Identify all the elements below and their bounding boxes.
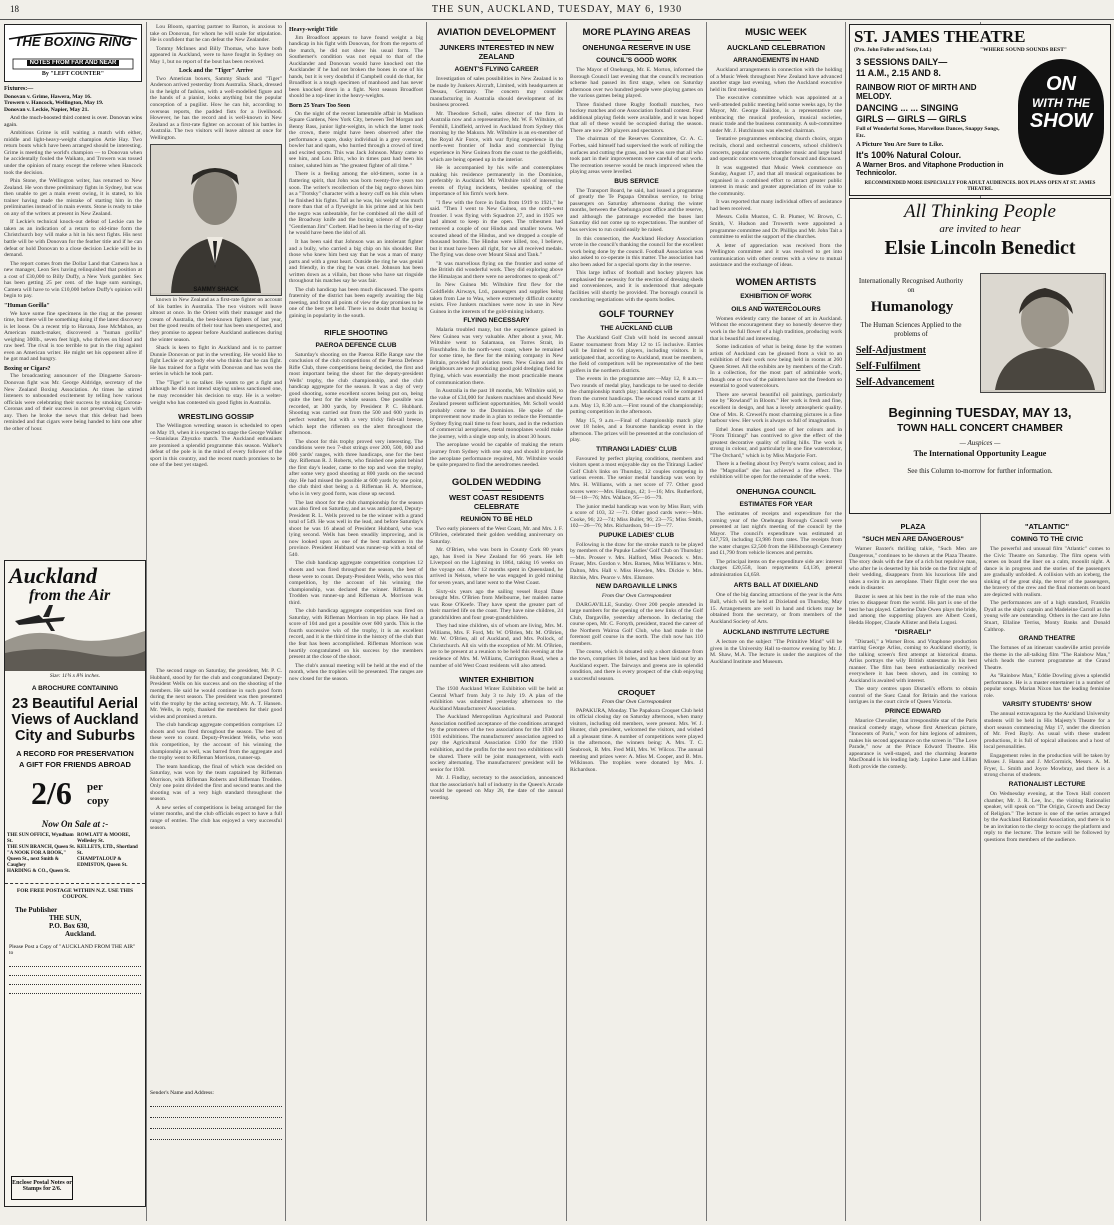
play-areas-sub: ONEHUNGA RESERVE IN USE bbox=[582, 43, 691, 52]
price-per: per bbox=[87, 781, 103, 793]
bus-heading: BUS SERVICE bbox=[614, 177, 659, 185]
body-text: Jim Broadfoot appears to have found weight a big handicap in his fight with Donovan, for from the reports of the match, he did not show his usual form. The Southerner's condition was not equal to that of the Aucklander and Donovan would have knocked out the Aucklander if he had not broken the bones in one of his hands, but it is very doubtful if Campbell could do that, for Broadfoot is a tough specimen of manhood and has never been knocked down in a fight. Next season Broadfoot should be a top-liner in the heavy-weights. bbox=[289, 34, 423, 100]
body-text: Favoured by perfect playing conditions, members and visitors spent a most enjoyable day on the Titirangi Ladies' Golf Club's links on Thursday, 12 couples competing in various events. The senior medal handicap was won by Mrs. H. Williams, with a net score of 77. Other good scores were:—Mrs. Hastings, 42; 1—16; Mrs. Rutherford, 94—18—76; Mrs. Wallace, 95—16—79. The junior medal handicap was won by Miss Barr, with a score of 103, 32 —71. Other good cards were:—Mrs. Cooke, 96; 22—74; Miss Buller, 96; 23—75; Miss Smith, 102—26—76; Mrs. Richardson, 94—19—77. bbox=[570, 455, 703, 530]
boxing-intro: And the much-boosted third contest is over. Donovan wins again. bbox=[4, 115, 142, 128]
now-on-sale: Now On Sale at :- bbox=[41, 819, 109, 829]
golden-wedding-heading: GOLDEN WEDDING bbox=[451, 476, 542, 488]
publisher-city: Auckland. bbox=[65, 930, 96, 938]
body-text: The 1930 Auckland Winter Exhibition will be held at Central Wharf from July 3 to July 19. A plan of the exhibition was submitted yesterday afternoon to the Auckland Manufacturers' Association. The Auckland Metropolitan Agricultural and Pastoral Association notified acceptance of the conditions arranged by the promoters of the two associations for the 1930 and 1931 exhibitions. The manufacturers' association agreed to pay the Agricultural Association £100 for the 1930 exhibition, and the profits for the next two exhibitions will be shared. There will be joint management, with each society alternating. The manufacturers' president will be senior for 1930. Mr. J. Findlay, secretary to the association, announced that the association's hall of industry in the Queen's Arcade would be opened on May 28, the date of the annual meeting. bbox=[430, 686, 563, 801]
publisher-label: The Publisher bbox=[15, 906, 58, 914]
body-text: A lecture on the subject "The Primitive Mind" will be given in the University Hall to-morrow evening by Mr. J. M. Shaw, M.A. The lecture is under the auspices of the Auckland Institute and Museum. bbox=[710, 639, 842, 665]
section-heading: "Human Gorilla" bbox=[4, 302, 50, 309]
aviation-column bbox=[430, 24, 563, 1219]
elsie-intro: All Thinking People bbox=[904, 201, 1056, 222]
show-description: RAINBOW RIOT OF MIRTH AND MELODY. bbox=[856, 83, 977, 101]
rationalist-heading: RATIONALIST LECTURE bbox=[1008, 780, 1086, 788]
sender-field bbox=[150, 1090, 282, 1140]
boxing-banner bbox=[4, 24, 142, 82]
dargaville-heading: NEW DARGAVILLE LINKS bbox=[595, 583, 678, 591]
coupon-heading: FOR FREE POSTAGE WITHIN N.Z. USE THIS COUPON. bbox=[16, 888, 134, 900]
plaza-heading: PLAZA bbox=[900, 522, 926, 531]
session-times: 11 A.M., 2.15 AND 8. bbox=[856, 68, 941, 78]
fixture-item: Donovan v. Leckie, Napier, May 21. bbox=[4, 106, 89, 113]
advert-header bbox=[5, 561, 145, 671]
music-sub: AUCKLAND CELEBRATION bbox=[726, 43, 826, 52]
body-text: Two American boxers, Sammy Shack and "Tiger" Anderson arrived yesterday from Australia. Shack, dressed in the height of fashion, with a well-modelled figure and the hands of a pianist, looks anything but the popular conception of a pugilist. How he can hit, according to overseas reports, the padded fists for a livelihood. However, he has the record and is well-known in New Zealand as a first-rate fighter on account of his battles in Australia. The two visitors will leave almost at once for Wellington. bbox=[150, 75, 282, 141]
publisher-box: P.O. Box 630, bbox=[49, 922, 89, 930]
body-text: Women evidently carry the banner of art in Auckland. Without the encouragement they so honestly deserve they work in the full flower of a high tradition, producing work that is beautiful and interesting. Some indication of what is being done by the women artists of Auckland can be gleaned from a visit to an exhibition of their work now being held in rooms at 260 Queen Street. All the exhibits are by members of the Craft. In a collection, for the most part of admirable work, though one or two of the painters have not the freedom so essential to good watercolours. There are several beautiful oil paintings, particularly one by "Rowland" in Bloom." Her work is fresh and fine, excellent in design, and has a lovely atmospheric quality. One of Mrs. R. Crewell's most charming pictures is a fine harbour view. Her work is always so full of imagination. Ethel Jones makes good use of her colours and in "From Titirangi" has contrived to give the effect of the greatest decorative quality of rolling hills. The work is strong in colour, and particularly in one fine watercolour, "The Orchard," which is by Miss Marjorie Fort. There is a feeling about Ivy Perry's warm colour, and in the "Magnolias" she has achieved a fine effect. The exhibition will be open for the remainder of the week. bbox=[710, 315, 842, 481]
outlets bbox=[5, 833, 145, 875]
music-column bbox=[710, 24, 842, 1219]
body-text: Maurice Chevalier, that irresponsible star of the Paris musical comedy stage, whose first American picture, "Innocents of Paris," won for him legions of admirers, makes his second appearance on the screen in "The Love Parade," now at the Prince Edward Theatre. His appearance is well-staged, and the charming Jeanette MacDonald is his leading lady. Lupino Lane and Lillian Roth provide the comedy. bbox=[849, 718, 977, 770]
elsie-note: See this Column to-morrow for further information. bbox=[907, 467, 1053, 475]
record-line: A RECORD FOR PRESERVATION bbox=[16, 749, 134, 758]
play-areas-column bbox=[570, 24, 703, 1219]
body-text: Ambitious Grime is still waiting a match with either, middle and light-heavy-weight champion Artie Hay. Two return bouts which have been arranged should be interesting. Grime is meeting the world's champion — to Donovan when he accidentally fouled the Waikato, and Trowern was tossed under the opinion of many except the referee when Hancock took the decision. Phin Stone, the Wellington writer, has returned to New Zealand. He won three preliminary fights in Sydney, but was then unable to get a main event owing, it is stated, to his trainer having made the mistake of starting him in the preliminaries instead of in main events. Stone is ready to take on any of the writers at present in New Zealand. If Leckie's technical knock-out defeat of Leckie can be taken as an indication of a return to old-time form the Christchurch boy will make a hit in his next fights. His next battle will be with Donovan for the feather title and if he can defeat or hold Donovan to a close decision Leckie will be in demand. The report comes from the Dollar Land that Camera has a new manager, Leon Sex having relinquished that position at a cost of £30,000 to Billy Duffy, a New York gambler. Sex has been getting 25 per cent. of the huge sum earnings, Camera will have to win £10,000 before Duffy's opinion will begin to pay. bbox=[4, 130, 142, 300]
brochure-line: A BROCHURE CONTAINING bbox=[31, 685, 119, 692]
portrait-illustration bbox=[981, 274, 1103, 390]
body-text: On the night of the recent lamentable affair in Madison Square Gardens, New York City, between Ted Morgan and Benny Bass, junior light-weights, in which the latter took the crown, there might have been observed after the performance a spare, dusky individual in a grey overcoat, bowler hat and spats, who hurried through a crowd of tired and excited sports. This was Jack Johnson. Many came to see him, and Lou Brix, who in times past had been his trainer, saluted him as "the greatest fighter of all time." There is a feeling among the old-timers, some in a flattering spirit, that John was born twenty-five years too soon. The writer's recollection of the big negro shows him as a "Trotsky" character with a heavy cuff on his chin when he finished his fights. Tall as he was, his weight was much more than that of a flyweight in his prime and at his best the negro was unbeatable, for he combined all the skill of the Broadway knife and the boxing science of the great "Gentleman Jim" Corbett. Had he been in the ring of to-day he would have been the idol of all. It has been said that Johnson was an intolerant fighter and a bully, who carried a big chip on his shoulder. But those who knew him best say that he was a man of many parts and with a great heart. Outside the ring he was genial and friendly, in the ring he was cruel. Johnson has been written down as a villain, but those who have sat ringside throughout his matches say he was fair. The club handicap has been much discussed. The sports fraternity of the district has been eagerly awaiting the big meeting, and from all points of view the day promises to be one of the best yet held. There is no doubt that boxing is gaining in popularity in the south. bbox=[289, 110, 423, 319]
dancing-singing: DANCING ... ... SINGING bbox=[856, 103, 959, 113]
music-heading: MUSIC WEEK bbox=[745, 27, 807, 38]
st-james-management: (Pro. John Fuller and Sons, Ltd.) bbox=[854, 47, 932, 53]
boxing-column-1 bbox=[4, 24, 142, 432]
flying-heading: FLYING NECESSARY bbox=[463, 317, 530, 325]
body-text: Investigation of sales possibilities in New Zealand is to be made by Junkers Aircraft, Limited, with headquarters at Dessau, Germany. The concern may consider manufacturing in Australia should development of its business proceed. Mr. Theodore Scholl, sales director of the firm in Australia now and a representative, Mr. W. F. Wiltshire, of Fernhill, Lindfield, arrived in Auckland from Sydney this morning by the Makura. Mr. Wiltshire is an ex-member of the Royal Air Force, with war flying experience in the north-west frontier of India and commercial flying experience in New Guinea from the coast to the goldfields, which are being opened up in the interior. He is accompanied by his wife and contemplates making his residence permanently in the Dominion, preferably in Auckland. Mr. Wiltshire told of interesting events of flying incidents, besides speaking of the importance of his firm's work here. "I flew with the force in India from 1919 to 1921," he said. "Then I went to New Guinea, on the north-west frontier. I was flying with Squadron 27, and in 1925 we had almost to keep in the open. The tribesmen had removed a couple of our Hindus and smaller towns. We scouted ahead of the Hindus, and we dropped a couple of thousand bombs. The Hindus were killed, too, I believe, but it must have been all right, for we all received medals. The flying was done over Mount Sinai and Tank." "It was marvellous flying on the frontier and some of the British did wonderful work. They did exploring above the Himalayas and there were no aerodromes to speak of." In New Guinea Mr. Wiltshire first flew for the Goldfields Airways, Ltd., passengers and supplies being taken from Lae to Wau, where extremely difficult country exists. Five Junkers machines were now in use in New Guinea in the interests of the gold-mining industry. bbox=[430, 76, 563, 315]
elsie-invited: are invited to hear bbox=[939, 223, 1021, 235]
price: 2/6 bbox=[31, 775, 72, 811]
body-text: Lou Bloom, sparring partner to Barron, is anxious to take on Donovan, for whom he will scale for stipulation. He is confident that he can defeat the New Zealander. Tommy McInnes and Billy Thomas, who have both appeared in Auckland, were to have fought in Sydney on May 1, but no report of the bout has been received. bbox=[150, 24, 282, 65]
page-header bbox=[0, 3, 1114, 20]
girls-line: GIRLS — GIRLS — GIRLS bbox=[856, 114, 967, 124]
boxing-byline: By "LEFT COUNTER" bbox=[41, 71, 105, 77]
warner-line: A Warner Bros. and Vitaphone Production in Technicolor. bbox=[856, 162, 1004, 177]
sender-line[interactable] bbox=[150, 1096, 282, 1107]
aviation-heading: AVIATION DEVELOPMENT bbox=[437, 27, 556, 38]
golden-wedding-sub-2: REUNION TO BE HELD bbox=[460, 515, 533, 523]
pupuke-heading: PUPUKE LADIES' CLUB bbox=[598, 531, 675, 539]
scenes-line: Full of Wonderful Scenes, Marvellous Dances, Snappy Songs, Etc. bbox=[856, 126, 1000, 139]
advert-title-from-air: from the Air bbox=[29, 587, 111, 604]
elsie-item: Self-Adjustment bbox=[856, 345, 926, 356]
column-rule bbox=[845, 22, 846, 1221]
golden-wedding-sub: WEST COAST RESIDENTS CELEBRATE bbox=[448, 492, 544, 511]
fixture-item: Trowern v. Hancock, Wellington, May 19. bbox=[4, 100, 104, 107]
golf-heading: GOLF TOURNEY bbox=[598, 309, 675, 321]
elsie-venue: TOWN HALL CONCERT CHAMBER bbox=[897, 423, 1063, 434]
natural-colour: It's 100% Natural Colour. bbox=[856, 150, 962, 160]
price-block bbox=[5, 775, 145, 815]
coupon-line[interactable] bbox=[9, 958, 141, 967]
section-heading: Lock and the "Tiger" Arrive bbox=[179, 68, 253, 75]
st-james-footer: RECOMMENDED MORE ESPECIALLY FOR ADULT AUDIENCES. BOX PLANS OPEN AT ST. JAMES THEATRE. bbox=[864, 181, 1096, 192]
sender-line[interactable] bbox=[150, 1107, 282, 1118]
aviation-subheading-2: AGENT'S FLYING CAREER bbox=[454, 66, 539, 73]
golf-sub: THE AUCKLAND CLUB bbox=[600, 325, 673, 333]
croquet-byline: From Our Own Correspondent bbox=[601, 699, 672, 706]
plaza-sub: "SUCH MEN ARE DANGEROUS" bbox=[862, 536, 964, 543]
photo-caption: SAMMY SHACK bbox=[193, 286, 239, 293]
atlantic-heading: "ATLANTIC" bbox=[1024, 522, 1070, 531]
rifle-subheading: PAEROA DEFENCE CLUB bbox=[315, 341, 397, 349]
women-artists-heading: WOMEN ARTISTS bbox=[735, 276, 817, 288]
grand-heading: GRAND THEATRE bbox=[1018, 635, 1076, 643]
sender-line[interactable] bbox=[150, 1129, 282, 1140]
section-heading: Born 25 Years Too Soon bbox=[289, 103, 351, 110]
body-text: DARGAVILLE, Sunday. Over 200 people attended in large numbers for the opening of the new links of the Golf Club, Dargaville, yesterday afternoon. In declaring the course open, Mr. C. Forsyth, president, traced the career of the Northern Wairoa Golf Club, who had made it the foremost golf course in the north. The club now has 110 members. The course, which is situated only a short distance from the town, comprises 18 holes, and has been laid out by an Auckland expert. The fairways and greens are in splendid condition, and there is every prospect of the club enjoying a successful season. bbox=[570, 601, 703, 682]
body-text: We have some fine specimens in the ring at the present time, but there will be something doing if the latest discovery is let loose. On a recent trip to Havana, Jose McMahon, an American match-maker, discovered a "human gorilla" weighing 300lb., seven feet high, who thrives on blood and raw beef. The rival is too terrible to put in the ring against even an American writer. He might set his opponent alive if he got mad and hungry. bbox=[4, 310, 142, 363]
column-rule bbox=[426, 22, 427, 1221]
sender-line[interactable] bbox=[150, 1118, 282, 1129]
elsie-recognised: Internationally Recognised Authority on bbox=[858, 277, 964, 294]
st-james-advert bbox=[849, 24, 1111, 196]
body-text: "Disraeli," a Warner Bros. and Vitaphone production starring George Arliss, coming to Auckland shortly, is the talking screen's first attempt at historical drama. Arliss portrays the wily British statesman in his best manner. The film has been enthusiastically received everywhere it has been shown, and its coming to Auckland is awaited with interest. The story centres upon Disraeli's efforts to obtain control of the Suez Canal for Britain and the various intrigues in the court circle of Queen Victoria. bbox=[849, 638, 977, 706]
coupon-line[interactable] bbox=[9, 976, 141, 985]
body-text: Saturday's shooting on the Paeroa Rifle Range saw the conclusion of the club competitions of the Paeroa Defence Rifle Club, three competitions being decided, the first and most important being the shoot for the deputy-president Wells' trophy, the club championship, and the club handicap aggregate for the season. It was a day of very good shooting, some excellent scores being put on, being quite the best for the whole season. One possible was recorded, at 300 yards, by President P. C. Hubbard. Shooting was carried out from the 500 and 600 yards in perfect weather, but with a very tricky fish-tail breeze, which kept the riflemen on the alert throughout the afternoon. The shoot for this trophy proved very interesting. The conditions were two 7-shot strings over 200, 500, 600 and 800 yards' ranges, with three handicaps, one for the best day. Rifleman R. J. Roberts, who finished one point behind the first day's leader, came to the top and won the trophy, after some very good shooting at 800 yards on the second day. He had missed the possible at 600 yards by one point, the club third shot being a 4. Rifleman H. A. Morrison, who is in very good form, was close up second. The last shoot for the club championship for the season was also fired on Saturday, and as was anticipated, Deputy-President R. L. Wells proved to be the winner with a grand total of 549. He was well in the lead, and before Saturday's shoot he was 16 ahead of President Hubbard, who was lying second. Wells has been steadily improving, and is now looked upon as one of the best marksmen in the province. President Hubbard was runner-up with a total of 540. The club handicap aggregate competition comprises 12 shoots and was fired throughout the season, the best of these were to count. Deputy-President Wells, who won this competition, by the account of his winning the championship, was declared the winner. Rifleman R. Trodden was runner-up and Rifleman A. Morrison was third. The club handicap aggregate competition was fired on Saturday, with Rifleman Morrison in top place. He had a score of 104 and got a possible over 600 yards. This is the fourth successive win of the trophy, it is an excellent record, and it is the third time in the history of the club that the feat has been accomplished. Rifleman Morrison was heartily congratulated on his success by the members present at the close of the shoot. The club's annual meeting will be held at the end of the month, when the trophies will be presented. The ranges are now closed for the season. bbox=[289, 351, 423, 682]
body-text: The second range on Saturday, the president, Mr. P. C. Hubbard, stood by for the club and congratulated Deputy-President Wells on his success and on the shooting of the members. He said he would continue in such good form during the next season. The president was then presented with the trophy by the acting secretary, Mr. A. T. Hansen. Mr. Wells, in reply, thanked the members for their good wishes and promised a return. The club handicap aggregate competition comprises 12 shoots and was fired throughout the season. The best of these were to count. Deputy-President Wells, who won this competition, by the account of his winning the championship as well, was barred from the aggregate and the trophy went to Rifleman Morrison, runner-up. The team handicap, the final of which was decided on Saturday, was won by the team captained by Rifleman Morrison, with Rifleman Roberts and Rifleman Trodden. Only one point divided the first and second teams and the shooting was of a very high standard throughout the season. A new series of competitions is being arranged for the winter months, and the club officials expect to have a full range of entries. The club has enjoyed a very successful season. bbox=[150, 668, 282, 831]
elsie-subject: Humanology bbox=[870, 299, 954, 315]
elsie-auspices: — Auspices — bbox=[959, 439, 1001, 447]
boxing-banner-sub: NOTES FROM FAR AND NEAR bbox=[5, 60, 141, 67]
arts-ball-heading: ARTS BALL AT DIXIELAND bbox=[733, 582, 819, 590]
atlantic-column bbox=[984, 520, 1110, 1220]
institute-heading: AUCKLAND INSTITUTE LECTURE bbox=[722, 629, 830, 637]
sessions: 3 SESSIONS DAILY— bbox=[856, 57, 948, 67]
elsie-item: Self-Fulfilment bbox=[856, 361, 921, 372]
body-text: The annual extravaganza by the Auckland University students will be held in His Majesty's Theatre for a short season commencing May 17, under the direction of Mr. Fred Bayly. As usual with these student productions, it is full of topical allusions and a host of local personalities. Engagement roles in the production will be taken by Misses J. Hanna and J. McCormick, Messrs. A. M. Fryer, L. Smith and Joyce Mowbray, and there is a strong chorus of students. bbox=[984, 711, 1110, 779]
atlantic-sub: COMING TO THE CIVIC bbox=[1010, 536, 1084, 543]
st-james-name: ST. JAMES THEATRE bbox=[854, 27, 1026, 46]
boxing-column-2 bbox=[150, 24, 282, 664]
sender-label: Sender's Name and Address: bbox=[150, 1090, 214, 1096]
fixtures-heading: Fixtures:— bbox=[4, 86, 34, 92]
column-rule bbox=[146, 22, 147, 1221]
body-text: The broadcasting announcer of the Dingaette Saroon-Donovan fight was Mr. George Aldridge, secretary of the New Zealand Boxing Association. At times he stirred listeners to unbounded excitement by telling how various officials were celebrating their success by smoking Corona-Coronas and of their success in not preserving cigars with any. Then he broke the news that this defeat had been reminded and that cigars were being handed to him one after the other of hour. bbox=[4, 373, 142, 432]
on-with-the-show-badge: ON WITH THE SHOW bbox=[1018, 59, 1104, 175]
titirangi-heading: TITIRANGI LADIES' CLUB bbox=[596, 445, 677, 453]
body-text: The Transport Board, he said, had issued a programme of greatly the Te Papapa Omnibus service, to bring passengers on Saturday afternoons during the winter months, between the Onehunga post office and the reserve, and although the patronage exceeded the buses last Saturday did not come up to expectations. The number of bus services to run could easily be raised. In this connection, the Auckland Hockey Association wrote in the council's thanking the council for the excellent work being done by the council. Football Association was also asked to co-operate in this matter. The association had also been asked for a special sports day in the reserve. This large influx of football and hockey players has emphasised the necessity for the erection of dressing sheds and conveniences, and it is understood that adequate facilities will shortly be provided. The borough council is conducting negotiations with the sports bodies. bbox=[570, 187, 703, 303]
disraeli-heading: "DISRAELI" bbox=[894, 628, 932, 636]
body-text: The Mayor of Onehunga, Mr. E. Morton, informed the Borough Council last evening that the council's recreation scheme had passed its first stage, when on Saturday afternoon over two hundred people were playing games on the various games being played. Three finished three Rugby football matches, two hockey matches and one Association football contest. Four additional playing fields were available, and it was hoped that all of these would be occupied during the season. There are now 290 players and spectators. The chairman of the Reserves Committee, Cr. A. C. Forbes, said himself had supervised the work of rolling the surfaces and cutting the grass, and he was sure that all who took part in their improvements were careful of our work. The recreation reserve would be much improved when the playing areas were levelled. bbox=[570, 67, 703, 176]
elsie-begin: Beginning TUESDAY, MAY 13, bbox=[888, 405, 1072, 420]
publisher-name: THE SUN, bbox=[49, 914, 82, 922]
coupon-text: Please Post a Copy of "AUCKLAND FROM THE AIR" to bbox=[9, 944, 136, 956]
body-text: The fortunes of an itinerant vaudeville artist provide the theme in the all-talking film "The Rainbow Man," which heads the current programme at the Grand Theatre. As "Rainbow Man," Eddie Dowling gives a splendid performance. He is a master entertainer in a number of popular songs. Marian Nixon has the leading feminine role. bbox=[984, 645, 1110, 699]
st-james-slogan: "WHERE SOUND SOUNDS BEST" bbox=[980, 47, 1067, 53]
column-3 bbox=[289, 24, 423, 1219]
boxing-banner-title: THE BOXING RING bbox=[14, 34, 132, 49]
body-text: The Auckland Golf Club will hold its second annual Easter tournament from May 12 to 15 inclusive. Entries will be limited to 64 players, including visitors. It is anticipated that, according to Auckland, must be members, the field of competitors will be representative of the best golfers in the northern districts. The events in the programme are:—May 12, 8 a.m.—Two rounds of medal play, handicaps to be used to decide the championship match play; handicaps will be computed from the current handicaps. The second round starts at 11 a.m. May 13, 8.30 a.m.—First round of the championship; putting competition in the afternoon. May 15, 9 a.m.—Final of championship match play over 18 holes, and a foursome handicap event in the afternoon. The prizes will be presented at the conclusion of play. bbox=[570, 335, 703, 444]
elsie-league: The International Opportunity League bbox=[913, 449, 1047, 458]
play-areas-heading: MORE PLAYING AREAS bbox=[582, 27, 691, 38]
elsie-desc: The Human Sciences Applied to the problems of bbox=[860, 321, 962, 338]
price-copy: copy bbox=[87, 795, 109, 807]
fixture-item: Donovan v. Grime, Hawera, May 16. bbox=[4, 93, 92, 100]
auckland-from-air-advert bbox=[4, 560, 146, 1207]
winter-exhibition-heading: WINTER EXHIBITION bbox=[459, 675, 534, 685]
body-text: The estimates of receipts and expenditure for the coming year of the Onehunga Borough Council were presented at last night's meeting of the council by the Mayor. The council's expenditure was estimated at £47,759, including £3,986 from rates. The receipts from the water charges £2,500 from the Hillsborough Cemetery and £1,790 from vehicle licences and permits. The principal items on the expenditure side are: interest charges £20,558, loan repayments £4,136, general administration £4,658. bbox=[710, 510, 842, 578]
picture-line: A Picture You Are Sure to Like. bbox=[856, 141, 944, 148]
aviation-subheading: JUNKERS INTERESTED IN NEW ZEALAND bbox=[439, 43, 554, 61]
onehunga-heading: ONEHUNGA COUNCIL bbox=[736, 486, 816, 496]
enclose-box: Enclose Postal Notes or Stamps for 2/6. bbox=[11, 1176, 73, 1200]
body-text: The powerful and unusual film "Atlantic" comes to the Civic Theatre on Saturday. The film opens with scenes on board the liner on a calm, moonlit night. A dance is in progress and the stories of the passengers are gradually unfolded. A collision with an iceberg, the sinking of the great ship, the terror of the passengers, the bravery of the crew and the final moments on board are depicted with realism. The performances are of a high standard, Franklin Dyall as the ship's captain and Madeleine Carroll as the young wife are outstanding. Others in the cast are John Stuart, Ellaline Terriss, Monty Banks and Donald Calthrop. bbox=[984, 546, 1110, 633]
women-artists-sub-2: OILS AND WATERCOLOURS bbox=[731, 305, 821, 313]
dargaville-byline: From Our Own Correspondent bbox=[601, 593, 672, 600]
portrait-illustration bbox=[151, 145, 281, 293]
body-text: Warner Baxter's thrilling talkie, "Such Men are Dangerous," continues to be shown at the Plaza Theatre. The story deals with the fate of a rich but repulsive man, who after he is deserted by his bride on the first night of their wedding, disappears from his luxurious life and takes a swim in an aeroplane. Their flight over the sea ends in disaster. Baxter is seen at his best in the role of the man who tries to disappear from the world. His part is one of the best he has played. Catherine Dale Owen plays the bride, and among the supporting players are Albert Conti, Hedda Hopper, Claude Allister and Bela Lugosi. bbox=[849, 546, 977, 627]
section-heading: Heavy-weight Title bbox=[289, 27, 338, 33]
body-text: One of the big dancing attractions of the year is the Arts Ball, which will be held at Dixieland on Thursday, May 15. Arrangements are well in hand and tickets may be obtained from the secretary, or from members of the Auckland Society of Arts. bbox=[710, 592, 842, 625]
varsity-heading: VARSITY STUDENTS' SHOW bbox=[1002, 701, 1092, 709]
wrestling-heading: WRESTLING GOSSIP bbox=[178, 412, 254, 422]
body-text: The Wellington wrestling season is scheduled to open on May 19, when it is expected to stage the George Walker—Stanislaus Zbyszko match. The Auckland enthusiasts are promised a splendid programme this season. Walker's defeat of the pole is in the mind of every follower of the sport in this country, and the recent match promises to be one of the best yet staged. bbox=[150, 423, 283, 469]
coupon-line[interactable] bbox=[9, 967, 141, 976]
plaza-column bbox=[849, 520, 977, 1220]
page-number: 18 bbox=[10, 4, 19, 14]
masthead: THE SUN, AUCKLAND, TUESDAY, MAY 6, 1930 bbox=[431, 4, 683, 15]
gift-line: A GIFT FOR FRIENDS ABROAD bbox=[19, 760, 131, 769]
body-text: PAPAKURA, Monday. The Papakura Croquet Club held its official closing day on Saturday afternoon, when many visitors, including old members, were present. Mrs. W. J. Hunter, club president, welcomed the visitors, and wished all a pleasant time. A number of competitions were played in the afternoon, the winners being: A. Mrs. T. C. Seabrook, B. Mrs. Fred Mill, Mrs. W. Wilcox. The annual meeting and prizes were: A. Miss M. Cooper, and B. Mrs. Wilkinson. The trophies were donated by Mrs. J. Richardson. bbox=[570, 707, 703, 773]
body-text: Following is the draw for the stroke match to be played by members of the Pupuke Ladies' Golf Club on Thursday:—Mrs. Prosser v. Mrs. Halford, Miss Peacock v. Mrs. Fraser, Mrs. Gordon v. Mrs. Barnes, Miss Williams v. Mrs. Dalton, Mrs. Hall v. Miss Howden, Mrs. Dickie v. Mrs. Ritchie, Mrs. Pearce v. Mrs. Elsmore. bbox=[570, 541, 703, 581]
elsie-portrait bbox=[980, 273, 1106, 393]
play-areas-sub-2: COUNCIL'S GOOD WORK bbox=[596, 57, 677, 64]
size-caption: Size: 11¾ x 8¾ inches. bbox=[49, 673, 101, 679]
headline-views: 23 Beautiful Aerial Views of Auckland City and Suburbs bbox=[11, 696, 139, 744]
outlets-left: THE SUN OFFICE, Wyndham St. THE SUN BRANCH, Queen St. "A NOOK FOR A BOOK," Queen St., next Smith & Caughey HARDING & CO., Queen St. bbox=[7, 833, 76, 874]
rifle-heading: RIFLE SHOOTING bbox=[324, 327, 388, 337]
croquet-heading: CROQUET bbox=[617, 688, 656, 698]
women-artists-sub: EXHIBITION OF WORK bbox=[740, 292, 812, 300]
body-text: Malaria troubled many, but the experience gained in New Guinea was very valuable. After about a year, Mr. Wiltshire went to Salamaua, on Torres Strait, in Finschhafen. In the north-west coast, where he remained for some time, he flew for the mining company in New Britain, provided full aviation tests. New Guinea and its neighbours are now producing good gold dredging field for flying, which was essentially the most practicable means of communication there. In Australia in the past 18 months, Mr. Wiltshire said, to the value of £34,000 for Junkers machines and should New Zealand present sufficient opportunities, Mr. Scholl would probably come to the Dominion. He spoke of the improvement now made in a plan to reduce the Fremantle-Sydney flying mail time to four hours, and in the reduction of commercial aeroplanes, metal monoplanes would make the journey, with a single stop only, in about 30 hours. The aeroplane would be capable of making the return journey from Sydney with one stop and should it provide the aeroplane performance required, Mr. Wiltshire would be quite prepared to find the aerodromes needed. bbox=[430, 327, 563, 469]
advert-title-auckland: Auckland bbox=[9, 563, 98, 588]
section-heading: Boxing or Cigars? bbox=[4, 365, 51, 372]
sammy-shack-photo bbox=[150, 144, 282, 296]
body-text: known in New Zealand as a first-rate fighter on account of his battles in Australia. The two visitors will leave almost at once. In the Orient with their manager and the cream of Australia, the best-known fighters of last year, but the good results of their tour has been unexpected, and they promise to appear before Auckland audiences during the winter season. Shack is keen to fight in Auckland and is to partner Dunnie Donovan or put in the wrestling. He would like to fight Leckie or anybody else who thinks that he can fight. He has trained for a fight with Donovan and has won the series in which he took part. The "Tiger" is no talker. He wants to get a fight and although he did not intend staying unless sanctioned one, he may reconsider his decision to stay. He is a welter-weight who has contested six good fights in Australia. bbox=[150, 297, 282, 406]
music-sub-2: ARRANGEMENTS IN HAND bbox=[733, 57, 819, 64]
column-2-continued bbox=[150, 668, 282, 1083]
prince-edward-heading: PRINCE EDWARD bbox=[884, 708, 942, 716]
column-rule bbox=[706, 22, 707, 1221]
body-text: On Wednesday evening, at the Town Hall concert chamber, Mr. J. R. Lee, Inc., the visiting Rationalist speaker, will speak on "The Origin, Growth and Decay of Religion." The lecture is one of the series arranged by the Auckland Rationalist Association, and there is to be an invitation to the clergy to occupy the platform and reply to the lecturer. The lecture will be followed by questions from members of the audience. bbox=[984, 790, 1110, 843]
elsie-benedict-advert bbox=[849, 198, 1111, 514]
column-rule bbox=[566, 22, 567, 1221]
outlets-right: ROWLATT & MOORE, Wellesley St. KELLETS, LTD., Shortland St. CHAMPTALOUP & EDMISTON, Queen St. bbox=[77, 833, 138, 868]
body-text: Two early pioneers of the West Coast, Mr. and Mrs. J. F. O'Brien, celebrated their golden wedding anniversary on Saturday. Mr. O'Brien, who was born in County Cork 80 years ago, has lived in New Zealand for 66 years. He left Liverpool on the Lightning in 1864, taking 16 weeks on the voyage out. After 12 months spent in Queensland, he arrived in Nelson, where he was engaged in gold mining for seven years, and later went to the West Coast. Sixty-six years ago the sailing vessel Royal Dane brought Mrs. O'Brien from Melbourne, her maiden name was Rose O'Keefe. They have spent the greater part of their married life on the coast. They have nine children, 24 grandchildren and four great-grandchildren. They had nine children, six of whom are living, Mrs. M. Williams, Mrs. F. Ford, Mr. W. O'Brien, Mr. M. O'Brien, Mr. W. O'Brien, all of Auckland, and Mrs. Pollock, of Christchurch. All six with the exception of Mr. M. O'Brien, are to be present at a reunion to be held this evening at the residence of Mrs. M. Williams, Carrington Road, when a number of old West Coast residents will also attend. bbox=[430, 525, 563, 669]
onehunga-sub: ESTIMATES FOR YEAR bbox=[739, 500, 813, 508]
column-rule bbox=[285, 22, 286, 1221]
body-text: Auckland arrangements in connection with the holding of a Music Week throughout New Zealand have advanced another stage last evening, when the Auckland executive held its first meeting. The executive committee which was appointed at a well-attended public meeting held some weeks ago, by the Mayor, Mr. George Baildon, is a representative one embracing the musical profession, musical societies, music trade and the business community. A sub-committee under Mr. J. Hutchinson was elected chairman. Tentative programmes embracing church choirs, organ recitals, choral and orchestral concerts, school children's concerts, popular concerts, chamber music and large band and operatic concerts were brought forward and discussed. It was suggested that Music Week commence on Sunday, August 17, and that all musical organisations be organised in a combined effort to attract greater public interest in music and greater appreciation of its value to the community. It was reported that many individual offers of assistance had been received. Messrs. Colin Muston, C. B. Plumer, W. Brown, C. Smith, V. Hudson and Trowerth were appointed a programme committee and Dr. Phillips and Mr. John Tait a committee to enlist the support of the churches. A letter of appreciation was received from the Wellington committee and it was resolved to get into communication with other centres with a view to mutual assistance and the exchange of ideas. bbox=[710, 67, 842, 269]
coupon-line[interactable] bbox=[9, 985, 141, 994]
elsie-item: Self-Advancement bbox=[856, 377, 935, 388]
elsie-name: Elsie Lincoln Benedict bbox=[884, 237, 1076, 259]
